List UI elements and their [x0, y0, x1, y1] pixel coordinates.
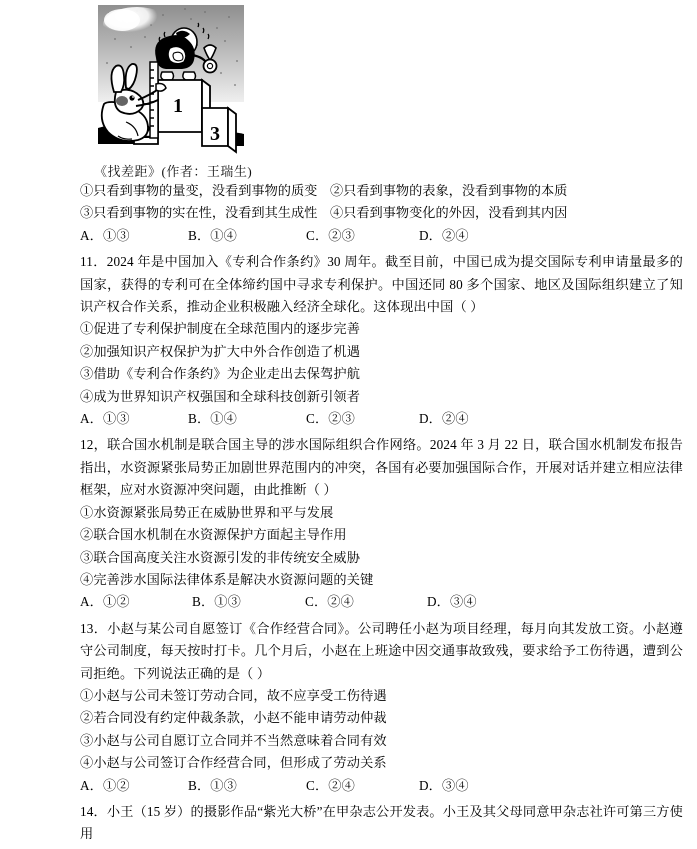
choice-row-q12 — [80, 591, 683, 613]
choice-b[interactable]: B．①④ — [188, 227, 237, 243]
choice-d[interactable]: D．②④ — [419, 411, 469, 427]
statement-1: ①水资源紧张局势正在威胁世界和平与发展 — [80, 504, 334, 520]
choice-a[interactable]: A．①③ — [80, 227, 130, 243]
choice-row-q13 — [80, 775, 683, 797]
statement-1: ①小赵与公司未签订劳动合同，故不应享受工伤待遇 — [80, 687, 387, 703]
statement-4: ④完善涉水国际法律体系是解决水资源问题的关键 — [80, 571, 374, 587]
statement-2: ②只看到事物的表象，没看到事物的本质 — [330, 183, 568, 198]
choice-d[interactable]: D．③④ — [419, 777, 469, 793]
statement-2: ②若合同没有约定仲裁条款，小赵不能申请劳动仲裁 — [80, 710, 387, 726]
question-number-q14: 14． — [80, 803, 107, 819]
statement-row — [80, 180, 683, 202]
statement-4: ④小赵与公司签订合作经营合同，但形成了劳动关系 — [80, 755, 387, 771]
choice-b[interactable]: B．①③ — [192, 594, 241, 610]
question-text-q13: 小赵与某公司自愿签订《合作经营合同》。公司聘任小赵为项目经理，每月向其发放工资。小赵遵守公司制度，每天按时打卡。几个月后，小赵在上班途中因交通事故致残，要求给予工伤待遇，遭到公司拒绝。下列说法正确的是（ ） — [80, 620, 683, 681]
statement-4: ④成为世界知识产权强国和全球科技创新引领者 — [80, 388, 361, 404]
question-number-q11: 11． — [80, 254, 107, 270]
statement-1: ①促进了专利保护制度在全球范围内的逐步完善 — [80, 321, 361, 337]
question-q10 — [80, 180, 683, 247]
statement-3: ③联合国高度关注水资源引发的非传统安全威胁 — [80, 549, 361, 565]
statement-2: ②加强知识产权保护为扩大中外合作创造了机遇 — [80, 343, 361, 359]
statement-2: ②联合国水机制在水资源保护方面起主导作用 — [80, 527, 347, 543]
statement-3: ③借助《专利合作条约》为企业走出去保驾护航 — [80, 366, 361, 382]
figure-block — [0, 0, 697, 180]
choice-row-q10 — [80, 225, 683, 247]
figure-caption: 《找差距》(作者：王瑞生) — [94, 164, 253, 179]
choice-c[interactable]: C．②③ — [306, 227, 355, 243]
choice-b[interactable]: B．①③ — [188, 777, 237, 793]
question-stem-q11 — [80, 251, 683, 318]
question-number-q13: 13． — [80, 620, 108, 636]
question-stem-q13 — [80, 618, 683, 685]
choice-b[interactable]: B．①④ — [188, 411, 237, 427]
question-q11 — [80, 251, 683, 430]
question-text-q14: 小王（15 岁）的摄影作品“紫光大桥”在甲杂志公开发表。小王及其父母同意甲杂志社许可第三方使用 — [80, 803, 683, 842]
question-text-q12: 联合国水机制是联合国主导的涉水国际组织合作网络。2024 年 3 月 22 日，联合国水机制发布报告指出，水资源紧张局势正加剧世界范围内的冲突，各国有必要加强国际合作，开展对话并建立相应法律框架，应对水资源冲突问题，由此推断（ ） — [80, 437, 684, 498]
choice-a[interactable]: A．①② — [80, 777, 130, 793]
statement-3: ③只看到事物的实在性，没看到其生成性 — [80, 205, 318, 221]
statement-row — [80, 202, 683, 224]
svg-text:1: 1 — [173, 95, 183, 117]
choice-a[interactable]: A．①③ — [80, 411, 130, 427]
question-stem-q14 — [80, 801, 683, 846]
svg-text:3: 3 — [210, 123, 220, 145]
choice-a[interactable]: A．①② — [80, 594, 130, 610]
question-q14 — [80, 801, 683, 846]
question-q12 — [80, 434, 683, 613]
statement-3: ③小赵与公司自愿订立合同并不当然意味着合同有效 — [80, 732, 387, 748]
question-number-q12: 12， — [80, 437, 108, 453]
statement-4: ④只看到事物变化的外因，没看到其内因 — [330, 205, 568, 221]
question-body — [0, 180, 697, 846]
question-stem-q12 — [80, 434, 683, 501]
question-text-q11: 2024 年是中国加入《专利合作条约》30 周年。截至目前，中国已成为提交国际专利申请量最多的国家，获得的专利可在全体缔约国中寻求专利保护。中国还同 80 多个国家、地区及国际组织建立了知识产权合作关系，推动企业积极融入经济全球化。这体现出中国（ ） — [80, 254, 684, 315]
choice-row-q11 — [80, 408, 683, 430]
choice-d[interactable]: D．②④ — [419, 227, 469, 243]
choice-c[interactable]: C．②③ — [306, 411, 355, 427]
cartoon-image — [92, 0, 250, 158]
choice-d[interactable]: D．③④ — [427, 594, 477, 610]
question-q13 — [80, 618, 683, 797]
choice-c[interactable]: C．②④ — [305, 594, 354, 610]
statement-1: ①只看到事物的量变，没看到事物的质变 — [80, 183, 318, 198]
choice-c[interactable]: C．②④ — [306, 777, 355, 793]
